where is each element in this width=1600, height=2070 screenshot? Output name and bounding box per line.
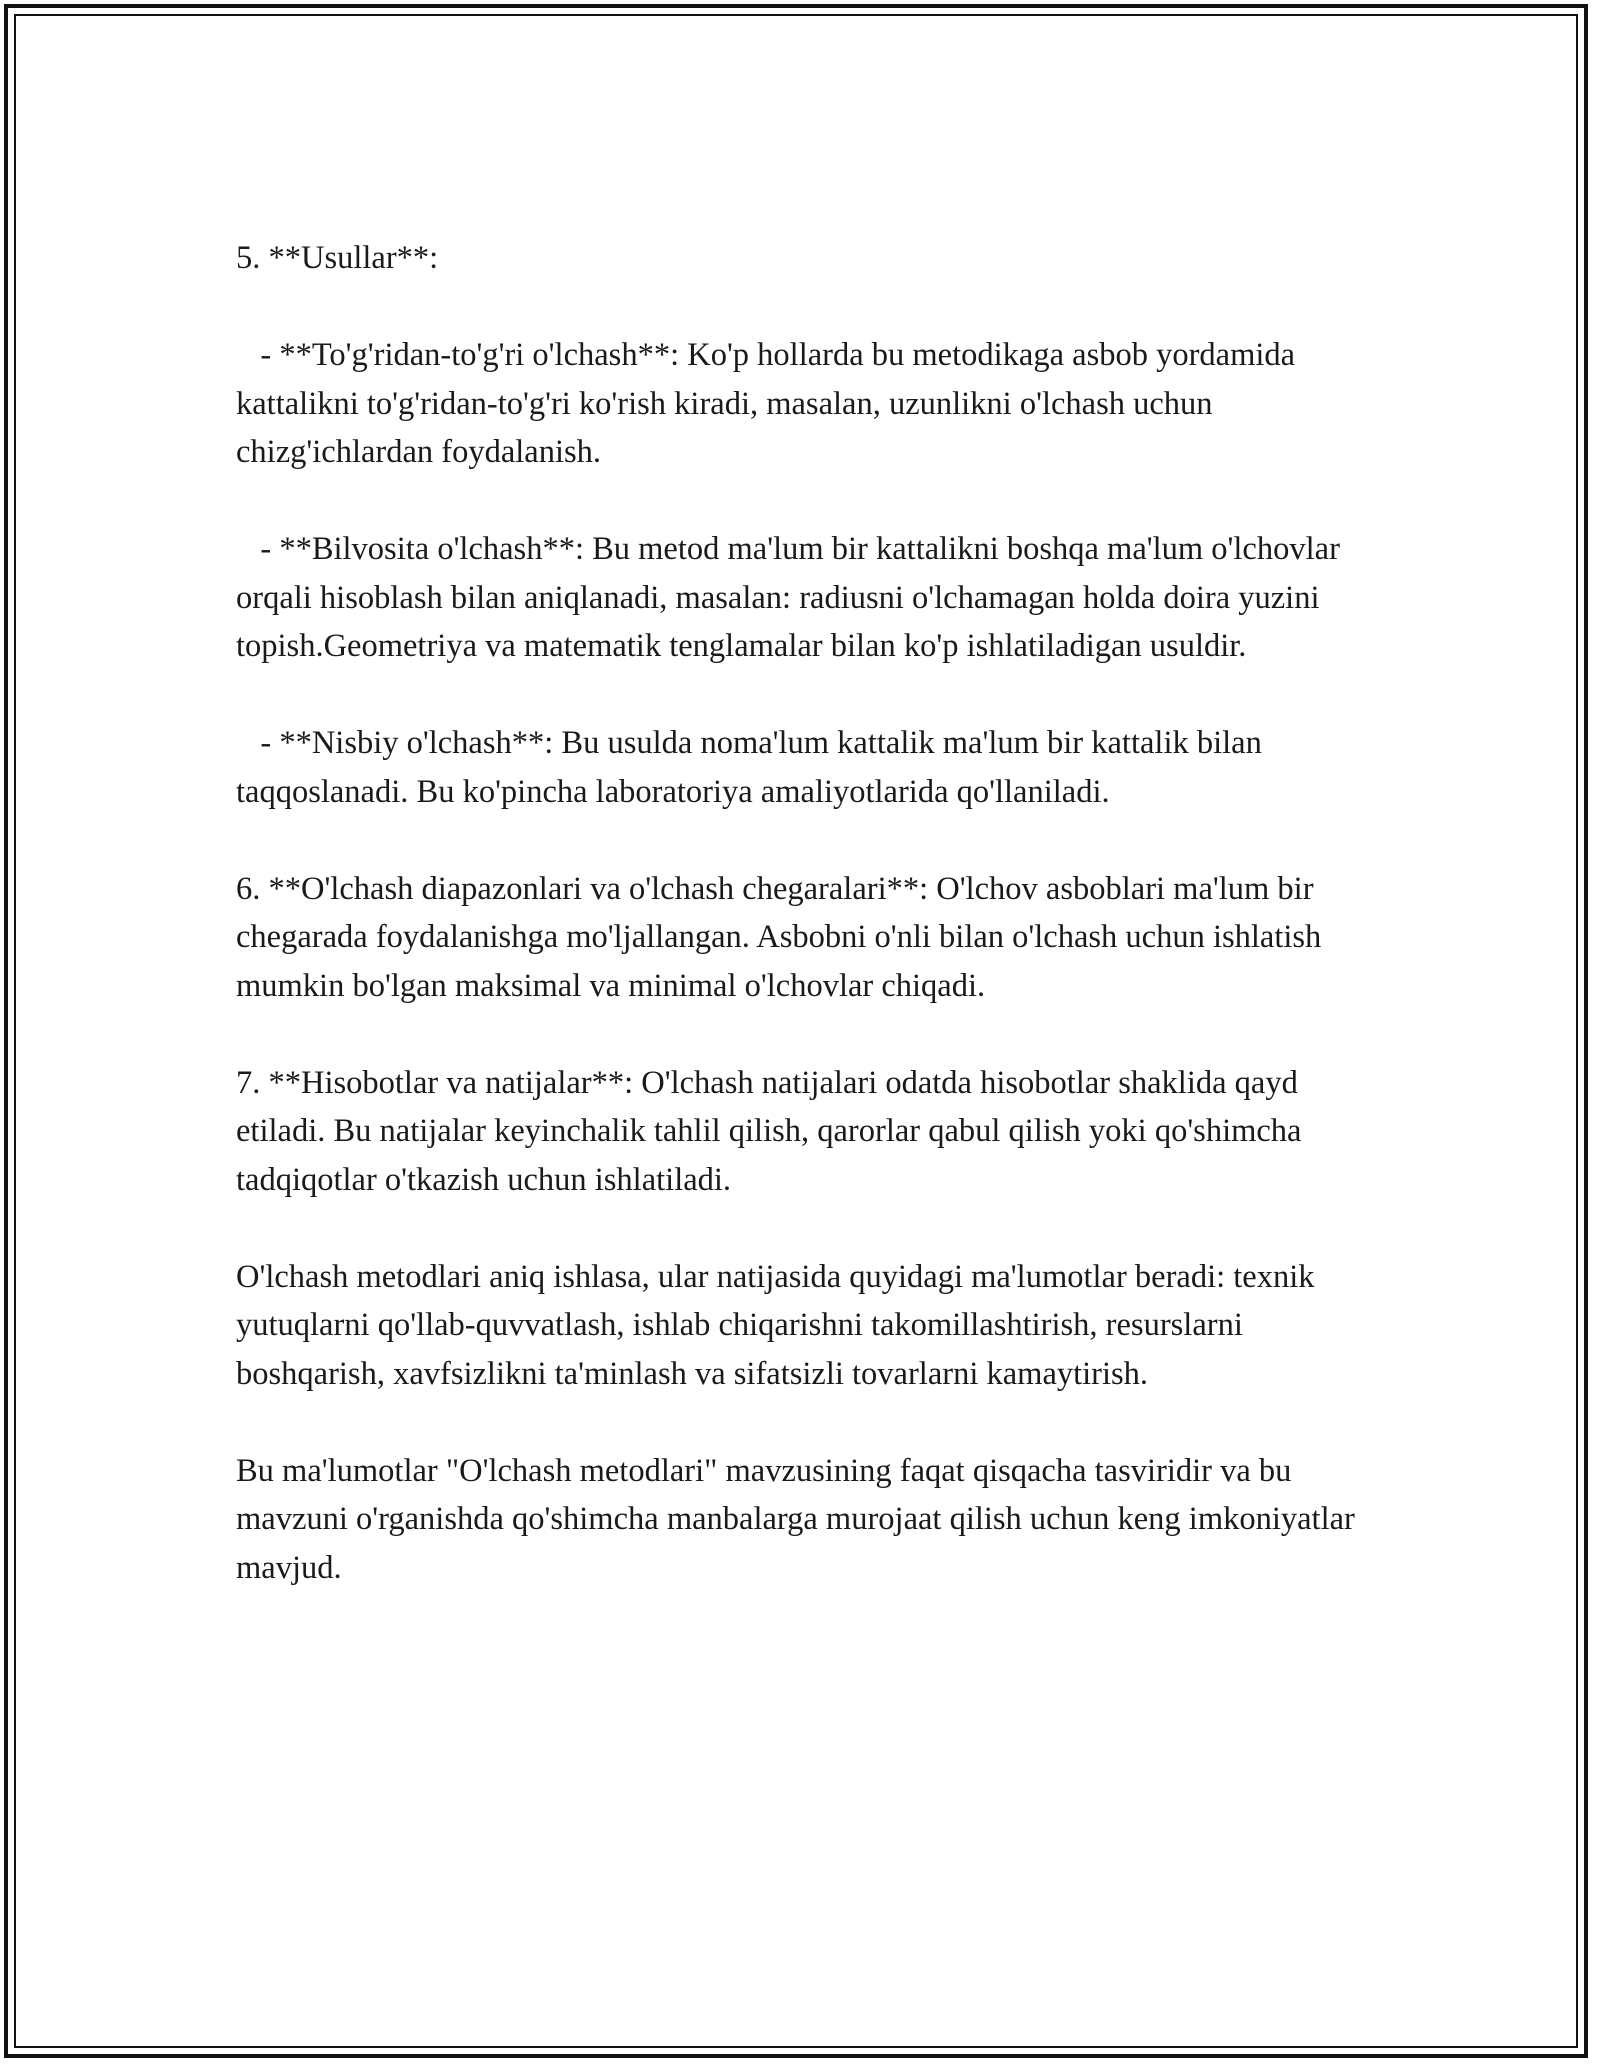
paragraph-direct-measurement: - **To'g'ridan-to'g'ri o'lchash**: Ko'p hollarda bu metodikaga asbob yordamida kattalikni to'g'ridan-to'g'ri ko'rish kiradi, masalan, uzunlikni o'lchash uchun chizg'ichlardan foydalanish.: [236, 337, 1304, 470]
paragraph-benefits: O'lchash metodlari aniq ishlasa, ular natijasida quyidagi ma'lumotlar beradi: texnik yutuqlarni qo'llab-quvvatlash, ishlab chiqarishni takomillashtirish, resurslarni boshqarish, xavfsizlikni ta'minlash va sifatsizli tovarlarni kamaytirish.: [236, 1258, 1323, 1392]
document-body: [236, 234, 1376, 1641]
paragraph-measurement-ranges: 6. **O'lchash diapazonlari va o'lchash chegaralari**: O'lchov asboblari ma'lum bir chegarada foydalanishga mo'ljallangan. Asbobni o'nli bilan o'lchash uchun ishlatish mumkin bo'lgan maksimal va minimal o'lchovlar chiqadi.: [236, 870, 1330, 1004]
paragraph-conclusion: Bu ma'lumotlar "O'lchash metodlari" mavzusining faqat qisqacha tasviridir va bu mavzuni o'rganishda qo'shimcha manbalarga murojaat qilish uchun keng imkoniyatlar mavjud.: [236, 1452, 1363, 1586]
paragraph-reports-results: 7. **Hisobotlar va natijalar**: O'lchash natijalari odatda hisobotlar shaklida qayd etiladi. Bu natijalar keyinchalik tahlil qilish, qarorlar qabul qilish yoki qo'shimcha tadqiqotlar o'tkazish uchun ishlatiladi.: [236, 1064, 1310, 1198]
paragraph-indirect-measurement: - **Bilvosita o'lchash**: Bu metod ma'lum bir kattalikni boshqa ma'lum o'lchovlar orqali hisoblash bilan aniqlanadi, masalan: radiusni o'lchamagan holda doira yuzini topish.Geometriya va matematik tenglamalar bilan ko'p ishlatiladigan usuldir.: [236, 531, 1349, 664]
paragraph-methods-heading: 5. **Usullar**:: [236, 240, 439, 276]
paragraph-relative-measurement: - **Nisbiy o'lchash**: Bu usulda noma'lum kattalik ma'lum bir kattalik bilan taqqoslanadi. Bu ko'pincha laboratoriya amaliyotlarida qo'llaniladi.: [236, 725, 1270, 810]
